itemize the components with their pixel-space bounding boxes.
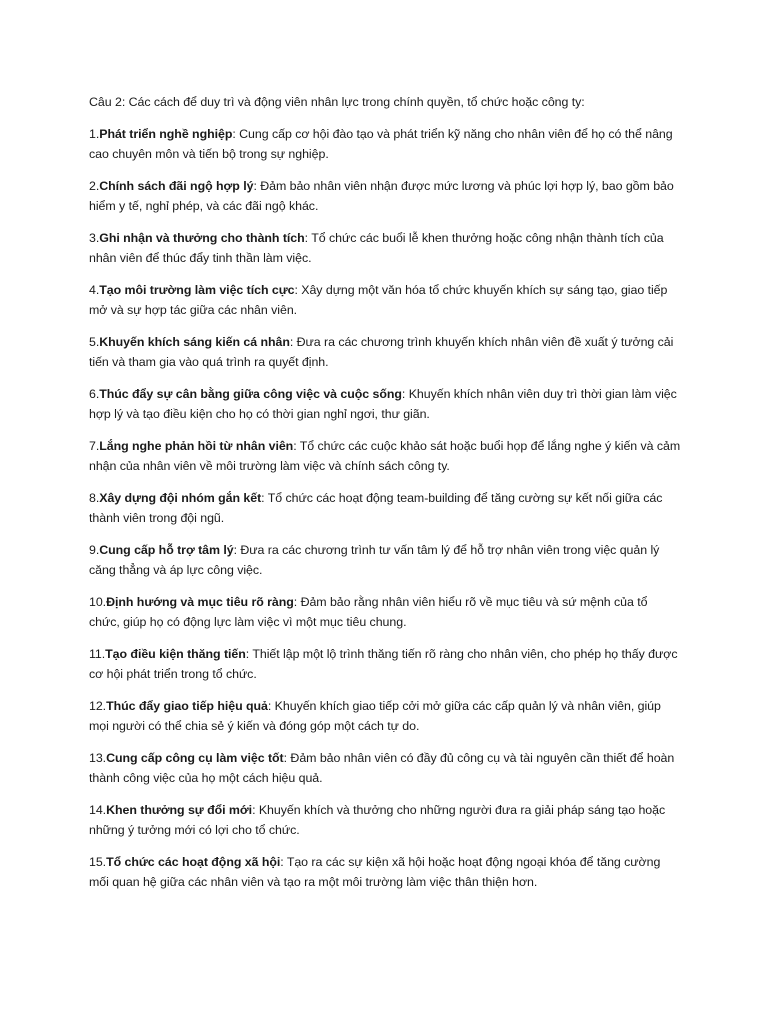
item-text: : Tạo ra các sự kiện xã hội hoặc hoạt động ngoại khóa để tăng cường mối quan hệ giữa các nhân viên và tạo ra một môi trường làm việc thân thiện hơn. [89, 854, 661, 889]
item-title: Định hướng và mục tiêu rõ ràng [106, 594, 294, 609]
list-item [89, 644, 681, 685]
list-item [89, 176, 681, 217]
item-text: : Đảm bảo nhân viên nhận được mức lương và phúc lợi hợp lý, bao gồm bảo hiểm y tế, nghỉ phép, và các đãi ngộ khác. [89, 178, 674, 213]
item-title: Cung cấp hỗ trợ tâm lý [99, 542, 234, 557]
list-item [89, 332, 681, 373]
item-number: 2. [89, 178, 100, 193]
item-number: 12. [89, 698, 107, 713]
item-number: 1. [89, 126, 100, 141]
item-title: Khuyến khích sáng kiến cá nhân [99, 334, 290, 349]
item-text: : Đảm bảo rằng nhân viên hiểu rõ về mục tiêu và sứ mệnh của tổ chức, giúp họ có động lực làm việc vì một mục tiêu chung. [89, 594, 648, 629]
list-item [89, 488, 681, 529]
item-number: 13. [89, 750, 107, 765]
item-number: 11. [89, 646, 106, 661]
item-title: Cung cấp công cụ làm việc tốt [106, 750, 284, 765]
item-text: : Khuyến khích và thưởng cho những người đưa ra giải pháp sáng tạo hoặc những ý tưởng mới có lợi cho tổ chức. [89, 802, 666, 837]
list-item [89, 436, 681, 477]
item-title: Thúc đẩy giao tiếp hiệu quả [106, 698, 268, 713]
item-number: 14. [89, 802, 107, 817]
list-item [89, 748, 681, 789]
item-number: 9. [89, 542, 100, 557]
item-number: 6. [89, 386, 100, 401]
item-number: 15. [89, 854, 107, 869]
list-item [89, 592, 681, 633]
item-title: Ghi nhận và thưởng cho thành tích [99, 230, 305, 245]
item-text: : Cung cấp cơ hội đào tạo và phát triển kỹ năng cho nhân viên để họ có thể nâng cao chuyên môn và tiến bộ trong sự nghiệp. [89, 126, 673, 161]
item-number: 3. [89, 230, 100, 245]
item-number: 10. [89, 594, 107, 609]
item-title: Tổ chức các hoạt động xã hội [106, 854, 281, 869]
list-item [89, 228, 681, 269]
item-text: : Khuyến khích giao tiếp cởi mở giữa các cấp quản lý và nhân viên, giúp mọi người có thể chia sẻ ý kiến và đóng góp một cách tự do. [89, 698, 661, 733]
item-text: : Khuyến khích nhân viên duy trì thời gian làm việc hợp lý và tạo điều kiện cho họ có thời gian nghỉ ngơi, thư giãn. [89, 386, 677, 421]
item-title: Phát triển nghề nghiệp [99, 126, 233, 141]
item-number: 4. [89, 282, 100, 297]
item-title: Tạo điều kiện thăng tiến [105, 646, 246, 661]
item-title: Xây dựng đội nhóm gắn kết [99, 490, 262, 505]
item-text: : Tổ chức các cuộc khảo sát hoặc buổi họp để lắng nghe ý kiến và cảm nhận của nhân viên về môi trường làm việc và chính sách công ty. [89, 438, 681, 473]
list-item [89, 384, 681, 425]
item-text: : Đưa ra các chương trình tư vấn tâm lý để hỗ trợ nhân viên trong việc quản lý căng thẳng và áp lực công việc. [89, 542, 660, 577]
item-title: Thúc đẩy sự cân bằng giữa công việc và cuộc sống [99, 386, 402, 401]
item-number: 8. [89, 490, 100, 505]
item-text: : Đảm bảo nhân viên có đầy đủ công cụ và tài nguyên cần thiết để hoàn thành công việc của họ một cách hiệu quả. [89, 750, 675, 785]
item-text: : Thiết lập một lộ trình thăng tiến rõ ràng cho nhân viên, cho phép họ thấy được cơ hội phát triển trong tổ chức. [89, 646, 678, 681]
item-text: : Tổ chức các hoạt động team-building để tăng cường sự kết nối giữa các thành viên trong đội ngũ. [89, 490, 663, 525]
item-number: 5. [89, 334, 100, 349]
list-item [89, 696, 681, 737]
item-title: Lắng nghe phản hồi từ nhân viên [99, 438, 294, 453]
item-title: Khen thưởng sự đổi mới [106, 802, 253, 817]
item-number: 7. [89, 438, 100, 453]
list-item [89, 280, 681, 321]
list-item [89, 540, 681, 581]
item-title: Chính sách đãi ngộ hợp lý [99, 178, 254, 193]
item-text: : Tổ chức các buổi lễ khen thưởng hoặc công nhận thành tích của nhân viên để thúc đẩy tinh thần làm việc. [89, 230, 664, 265]
list-item [89, 852, 681, 893]
document-page [89, 92, 681, 904]
item-text: : Đưa ra các chương trình khuyến khích nhân viên đề xuất ý tưởng cải tiến và tham gia vào quá trình ra quyết định. [89, 334, 674, 369]
item-title: Tạo môi trường làm việc tích cực [99, 282, 295, 297]
list-item [89, 124, 681, 165]
list-item [89, 800, 681, 841]
question-heading: Câu 2: Các cách để duy trì và động viên nhân lực trong chính quyền, tổ chức hoặc công ty: [89, 95, 585, 109]
item-text: : Xây dựng một văn hóa tổ chức khuyến khích sự sáng tạo, giao tiếp mở và sự hợp tác giữa các nhân viên. [89, 282, 668, 317]
